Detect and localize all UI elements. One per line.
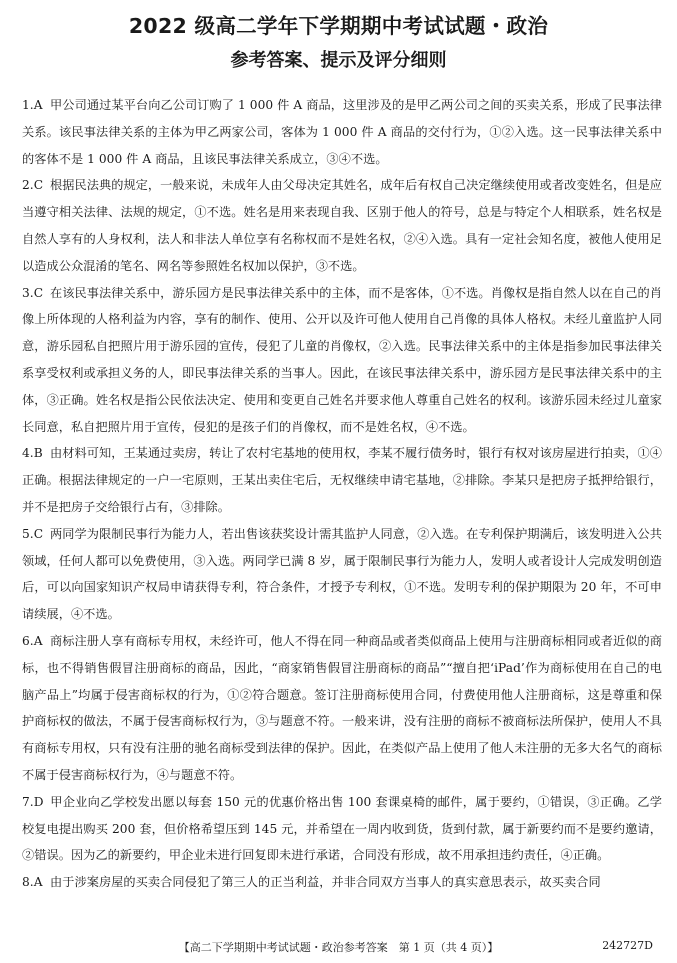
answer-number: 8.A	[22, 875, 43, 890]
footer-page-info: 【高二下学期期中考试试题・政治参考答案 第 1 页（共 4 页）】	[178, 941, 499, 954]
answer-text: 在该民事法律关系中，游乐园方是民事法律关系中的主体，而不是客体，①不选。肖像权是指自然人以在自己的肖像上所体现的人格利益为内容，享有的制作、使用、公开以及许可他人使用自己肖像的具体人格权。未经儿童监护人同意，游乐园私自把照片用于游乐园的宣传，侵犯了儿童的肖像权，②入选。民事法律关系中的主体是指参加民事法律关系享受权利或承担义务的人，即民事法律关系的当事人。因此，在该民事法律关系中，游乐园方是民事法律关系中的主体，③正确。姓名权是指公民依法决定、使用和变更自己姓名并要求他人尊重自己姓名的权利。该游乐园未经过儿童家长同意，私自把照片用于宣传，侵犯的是孩子们的肖像权，而不是姓名权，④不选。	[22, 285, 662, 434]
answer-text: 甲公司通过某平台向乙公司订购了 1 000 件 A 商品，这里涉及的是甲乙两公司之间的买卖关系，形成了民事法律关系。该民事法律关系的主体为甲乙两家公司，客体为 1 000 件 A 商品的交付行为，①②入选。这一民事法律关系中的客体不是 1 000 件 A 商品，且该民事法律关系成立，③④不选。	[22, 98, 662, 166]
answer-number: 4.B	[22, 446, 43, 461]
answer-number: 1.A	[22, 98, 43, 112]
answer-text: 由于涉案房屋的买卖合同侵犯了第三人的正当利益，并非合同双方当事人的真实意思表示，故买卖合同	[50, 875, 601, 890]
answer-number: 5.C	[22, 526, 44, 541]
answer-text: 甲企业向乙学校发出愿以每套 150 元的优惠价格出售 100 套课桌椅的邮件，属于要约，①错误，③正确。乙学校复电提出购买 200 套，但价格希望压到 145 元，并希望在一周内收到货，货到付款，属于新要约而不是要约邀请，②错误。因为乙的新要约，甲企业未进行回复即未进行承诺，合同没有形成，故不用承担违约责任，④正确。	[22, 794, 662, 863]
page-subtitle: 参考答案、提示及评分细则	[230, 50, 447, 71]
answer-number: 2.C	[22, 178, 44, 193]
answer-text: 商标注册人享有商标专用权，未经许可，他人不得在同一种商品或者类似商品上使用与注册商标相同或者近似的商标，也不得销售假冒注册商标的商品，因此，“商家销售假冒注册商标的商品”“擅自把‘iPad’作为商标使用在自己的电脑产品上”均属于侵害商标权的行为，①②符合题意。签订注册商标使用合同，付费使用他人注册商标，这是尊重和保护商标权的做法，不属于侵害商标权行为，③与题意不符。一般来讲，没有注册的商标不被商标法所保护，使用人不具有商标专用权，只有没有注册的驰名商标受到法律的保护。因此，在类似产品上使用了他人未注册的无多大名气的商标不属于侵害商标权行为，④与题意不符。	[22, 633, 662, 782]
answer-item	[22, 869, 662, 896]
answer-text: 由材料可知，王某通过卖房，转让了农村宅基地的使用权，李某不履行债务时，银行有权对该房屋进行拍卖，①④正确。根据法律规定的一户一宅原则，王某出卖住宅后，无权继续申请宅基地，②排除。李某只是把房子抵押给银行，并不是把房子交给银行占有，③排除。	[22, 446, 662, 514]
answer-item	[22, 172, 662, 279]
answer-item	[22, 280, 662, 441]
answer-text: 根据民法典的规定，一般来说，未成年人由父母决定其姓名，成年后有权自己决定继续使用或者改变姓名，但是应当遵守相关法律、法规的规定，①不选。姓名是用来表现自我、区别于他人的符号，总是与特定个人相联系，姓名权是自然人享有的人身权利，法人和非法人单位享有名称权而不是姓名权，②④入选。具有一定社会知名度，被他人使用足以造成公众混淆的笔名、网名等参照姓名权加以保护，③不选。	[22, 178, 662, 273]
page-footer	[0, 937, 677, 957]
answer-item	[22, 92, 662, 172]
page-title: 2022 级高二学年下学期期中考试试题・政治	[128, 14, 549, 38]
answer-item	[22, 440, 662, 520]
answer-number: 6.A	[22, 633, 43, 648]
answer-item	[22, 628, 662, 789]
answer-number: 7.D	[22, 794, 44, 809]
answer-item	[22, 521, 662, 628]
answer-text: 两同学为限制民事行为能力人，若出售该获奖设计需其监护人同意，②入选。在专利保护期满后，该发明进入公共领域，任何人都可以免费使用，③入选。两同学已满 8 岁，属于限制民事行为能力人，发明人或者设计人完成发明创造后，可以向国家知识产权局申请获得专利，符合条件，才授予专利权，①不选。发明专利的保护期限为 20 年，不可申请续展，④不选。	[22, 526, 662, 622]
answer-list	[22, 92, 662, 896]
answer-item	[22, 789, 662, 869]
footer-code: 242727D	[602, 939, 653, 952]
answer-number: 3.C	[22, 285, 44, 300]
